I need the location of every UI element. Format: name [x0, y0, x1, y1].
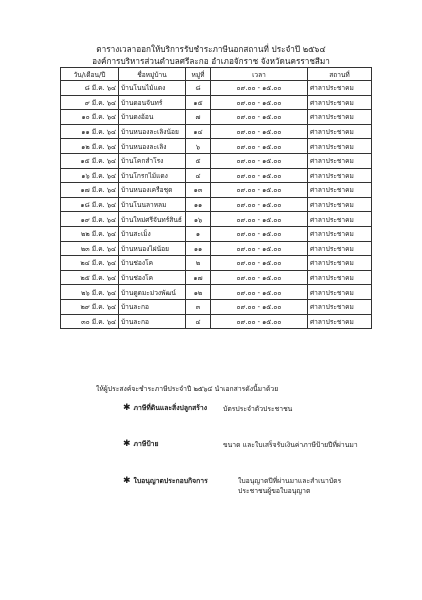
cell-date: ๓๐ มี.ค. ๖๔ — [61, 314, 119, 329]
cell-moo: ๔ — [186, 314, 211, 329]
cell-village: บ้านหนองเครือชุด — [119, 183, 186, 198]
cell-date: ๑๗ มี.ค. ๖๔ — [61, 183, 119, 198]
table-row — [61, 241, 372, 256]
table-header-row — [61, 68, 372, 81]
cell-village: บ้านช่องโค — [119, 256, 186, 271]
cell-village: บ้านหนองละเลิงน้อย — [119, 124, 186, 139]
cell-time: ๐๙.๐๐ - ๑๕.๐๐ — [211, 212, 308, 227]
cell-time: ๐๙.๐๐ - ๑๕.๐๐ — [211, 226, 308, 241]
cell-date: ๒๖ มี.ค. ๖๔ — [61, 285, 119, 300]
column-header-place: สถานที่ — [308, 68, 372, 81]
cell-village: บ้านโนนไม้แดง — [119, 81, 186, 96]
cell-moo: ๑๕ — [186, 95, 211, 110]
cell-place: ศาลาประชาคม — [308, 183, 372, 198]
table-row — [61, 256, 372, 271]
cell-time: ๐๙.๐๐ - ๑๕.๐๐ — [211, 241, 308, 256]
table-row — [61, 124, 372, 139]
cell-date: ๒๔ มี.ค. ๖๔ — [61, 256, 119, 271]
cell-time: ๐๙.๐๐ - ๑๕.๐๐ — [211, 110, 308, 125]
table-row — [61, 95, 372, 110]
cell-moo: ๑ — [186, 226, 211, 241]
table-row — [61, 153, 372, 168]
cell-moo: ๖ — [186, 139, 211, 154]
cell-place: ศาลาประชาคม — [308, 81, 372, 96]
cell-moo: ๓ — [186, 299, 211, 314]
cell-place: ศาลาประชาคม — [308, 241, 372, 256]
cell-moo: ๔ — [186, 168, 211, 183]
cell-village: บ้านดูดมะม่วงพัฒน์ — [119, 285, 186, 300]
star-bullet-icon: ✱ — [123, 439, 131, 449]
cell-time: ๐๙.๐๐ - ๑๕.๐๐ — [211, 124, 308, 139]
schedule-table — [60, 67, 372, 329]
cell-date: ๙ มี.ค. ๖๔ — [61, 95, 119, 110]
requirement-item — [123, 438, 358, 449]
cell-village: บ้านโคกสำโรง — [119, 153, 186, 168]
cell-place: ศาลาประชาคม — [308, 299, 372, 314]
requirement-label: ใบอนุญาตประกอบกิจการ — [133, 477, 208, 485]
cell-village: บ้านใหม่ศรีจันทร์สินธ์ — [119, 212, 186, 227]
cell-moo: ๘ — [186, 81, 211, 96]
cell-village: บ้านดงอ้อน — [119, 110, 186, 125]
cell-time: ๐๙.๐๐ - ๑๕.๐๐ — [211, 285, 308, 300]
cell-date: ๑๕ มี.ค. ๖๔ — [61, 153, 119, 168]
cell-moo: ๑๗ — [186, 270, 211, 285]
cell-date: ๑๙ มี.ค. ๖๔ — [61, 212, 119, 227]
requirement-item — [123, 402, 293, 413]
cell-moo: ๕ — [186, 153, 211, 168]
cell-place: ศาลาประชาคม — [308, 110, 372, 125]
cell-date: ๒๕ มี.ค. ๖๔ — [61, 270, 119, 285]
cell-moo: ๑๑ — [186, 241, 211, 256]
cell-date: ๒๓ มี.ค. ๖๔ — [61, 241, 119, 256]
cell-place: ศาลาประชาคม — [308, 226, 372, 241]
cell-date: ๑๑ มี.ค. ๖๔ — [61, 124, 119, 139]
cell-village: บ้านหนองละเลิง — [119, 139, 186, 154]
star-bullet-icon: ✱ — [123, 476, 131, 486]
column-header-time: เวลา — [211, 68, 308, 81]
table-row — [61, 299, 372, 314]
cell-place: ศาลาประชาคม — [308, 139, 372, 154]
cell-moo: ๗ — [186, 110, 211, 125]
cell-time: ๐๙.๐๐ - ๑๕.๐๐ — [211, 197, 308, 212]
requirement-item — [123, 475, 342, 495]
cell-place: ศาลาประชาคม — [308, 168, 372, 183]
cell-date: ๑๒ มี.ค. ๖๔ — [61, 139, 119, 154]
table-body — [61, 81, 372, 329]
star-bullet-icon: ✱ — [123, 403, 131, 413]
cell-village: บ้านโนนลาหลม — [119, 197, 186, 212]
cell-time: ๐๙.๐๐ - ๑๕.๐๐ — [211, 139, 308, 154]
cell-place: ศาลาประชาคม — [308, 212, 372, 227]
cell-place: ศาลาประชาคม — [308, 285, 372, 300]
cell-place: ศาลาประชาคม — [308, 197, 372, 212]
cell-village: บ้านละกอ — [119, 314, 186, 329]
cell-date: ๘ มี.ค. ๖๔ — [61, 81, 119, 96]
table-row — [61, 197, 372, 212]
cell-moo: ๑๑ — [186, 197, 211, 212]
requirement-label: ภาษีที่ดินและสิ่งปลูกสร้าง — [133, 404, 208, 412]
column-header-village: ชื่อหมู่บ้าน — [119, 68, 186, 81]
document-title: ตารางเวลาออกให้บริการรับชำระภาษีนอกสถานที่ ประจำปี ๒๕๖๔ — [96, 44, 326, 54]
table-row — [61, 314, 372, 329]
cell-village: บ้านช่องโค — [119, 270, 186, 285]
cell-time: ๐๙.๐๐ - ๑๕.๐๐ — [211, 299, 308, 314]
cell-moo: ๑๔ — [186, 124, 211, 139]
requirement-description: ขนาด และใบเสร็จรับเงินค่าภาษีป้ายปีที่ผ่านมา — [223, 441, 358, 449]
table-row — [61, 270, 372, 285]
cell-date: ๑๖ มี.ค. ๖๔ — [61, 168, 119, 183]
cell-time: ๐๙.๐๐ - ๑๕.๐๐ — [211, 183, 308, 198]
column-header-moo: หมู่ที่ — [186, 68, 211, 81]
requirement-description: บัตรประจำตัวประชาชน — [223, 405, 293, 413]
cell-date: ๒๒ มี.ค. ๖๔ — [61, 226, 119, 241]
table-row — [61, 285, 372, 300]
table-row — [61, 139, 372, 154]
table-row — [61, 226, 372, 241]
cell-moo: ๑๖ — [186, 212, 211, 227]
cell-moo: ๒ — [186, 256, 211, 271]
table-row — [61, 183, 372, 198]
instruction-note: ให้ผู้ประสงค์จะชำระภาษีประจำปี ๒๕๖๔ นำเอกสารดังนี้มาด้วย — [96, 385, 279, 393]
table-row — [61, 110, 372, 125]
column-header-date: วัน/เดือน/ปี — [61, 68, 119, 81]
table-row — [61, 168, 372, 183]
cell-place: ศาลาประชาคม — [308, 270, 372, 285]
requirement-description: ใบอนุญาตปีที่ผ่านมาและสำเนาบัตรประชาชนผู้ขอใบอนุญาต — [238, 477, 342, 495]
cell-time: ๐๙.๐๐ - ๑๕.๐๐ — [211, 81, 308, 96]
cell-date: ๑๘ มี.ค. ๖๔ — [61, 197, 119, 212]
requirement-label: ภาษีป้าย — [133, 440, 159, 448]
cell-village: บ้านละกอ — [119, 299, 186, 314]
document-subtitle: องค์การบริหารส่วนตำบลศรีละกอ อำเภอจักราช จังหวัดนครราชสีมา — [92, 56, 330, 66]
cell-date: ๒๙ มี.ค. ๖๔ — [61, 299, 119, 314]
cell-place: ศาลาประชาคม — [308, 124, 372, 139]
cell-village: บ้านหนองไผ่น้อย — [119, 241, 186, 256]
cell-time: ๐๙.๐๐ - ๑๕.๐๐ — [211, 153, 308, 168]
cell-date: ๑๐ มี.ค. ๖๔ — [61, 110, 119, 125]
table-row — [61, 81, 372, 96]
cell-village: บ้านโกรกไม้แดง — [119, 168, 186, 183]
cell-place: ศาลาประชาคม — [308, 314, 372, 329]
cell-time: ๐๙.๐๐ - ๑๕.๐๐ — [211, 314, 308, 329]
cell-time: ๐๙.๐๐ - ๑๕.๐๐ — [211, 256, 308, 271]
cell-time: ๐๙.๐๐ - ๑๕.๐๐ — [211, 270, 308, 285]
cell-moo: ๑๓ — [186, 183, 211, 198]
cell-place: ศาลาประชาคม — [308, 153, 372, 168]
cell-village: บ้านสะเม็ง — [119, 226, 186, 241]
cell-time: ๐๙.๐๐ - ๑๕.๐๐ — [211, 168, 308, 183]
cell-place: ศาลาประชาคม — [308, 256, 372, 271]
cell-time: ๐๙.๐๐ - ๑๕.๐๐ — [211, 95, 308, 110]
cell-village: บ้านดอนจันทร์ — [119, 95, 186, 110]
table-row — [61, 212, 372, 227]
cell-moo: ๑๒ — [186, 285, 211, 300]
cell-place: ศาลาประชาคม — [308, 95, 372, 110]
